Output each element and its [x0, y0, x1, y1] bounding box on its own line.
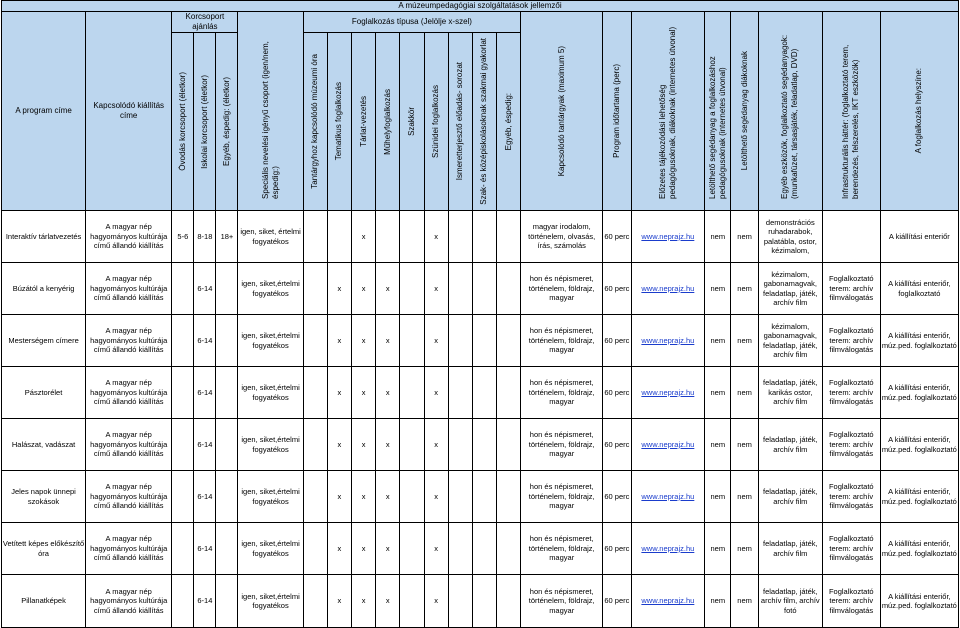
cell-workshop [376, 211, 400, 263]
cell-special: igen, siket,értelmi fogyatékos [238, 367, 303, 419]
cell-subjects: hon és népismeret, történelem, földrajz, magyar [521, 419, 603, 471]
cell-other: 18+ [216, 211, 238, 263]
cell-kinder [172, 419, 194, 471]
cell-other-type [497, 367, 521, 419]
cell-lecture [448, 211, 472, 263]
cell-vocational [472, 471, 496, 523]
cell-kinder [172, 523, 194, 575]
cell-club [400, 471, 424, 523]
cell-tour: x [352, 575, 376, 628]
cell-student: nem [731, 575, 758, 628]
header-preinfo: Előzetes tájékozódási lehetőség pedagógusoknak, diákoknak (internetes útvonal) [631, 12, 705, 211]
header-exhibition: Kapcsolódó kiállítás címe [86, 12, 172, 211]
cell-vocational [472, 315, 496, 367]
table-row [2, 419, 959, 471]
cell-tools: feladatlap, játék, archív film, archív fotó [758, 575, 822, 628]
cell-club [400, 263, 424, 315]
table-body [2, 211, 959, 628]
cell-school: 6-14 [194, 471, 216, 523]
cell-student: nem [731, 315, 758, 367]
cell-thematic: x [327, 419, 351, 471]
cell-preinfo[interactable]: www.neprajz.hu [631, 315, 705, 367]
cell-tools: feladatlap, játék, archív film [758, 419, 822, 471]
cell-thematic [327, 211, 351, 263]
cell-vocational [472, 575, 496, 628]
cell-subjects: hon és népismeret, történelem, földrajz, magyar [521, 263, 603, 315]
cell-teacher: nem [705, 471, 731, 523]
cell-school: 6-14 [194, 315, 216, 367]
cell-subjects: hon és népismeret, történelem, földrajz, magyar [521, 471, 603, 523]
cell-duration: 60 perc [603, 211, 631, 263]
group-age-recommendation: Korcsoport ajánlás [172, 12, 238, 33]
cell-teacher: nem [705, 523, 731, 575]
cell-infra: Foglalkoztató terem: archív filmválogatás [822, 315, 880, 367]
header-age-other: Egyéb, éspedig: (életkor) [216, 33, 238, 211]
cell-student: nem [731, 367, 758, 419]
table-row [2, 211, 959, 263]
cell-venue: A kiállítási enteriőr, foglalkoztató [880, 263, 958, 315]
cell-club [400, 211, 424, 263]
cell-other [216, 419, 238, 471]
cell-tour: x [352, 367, 376, 419]
cell-lecture [448, 263, 472, 315]
table-row [2, 315, 959, 367]
cell-lesson [303, 211, 327, 263]
cell-lecture [448, 367, 472, 419]
header-special-needs: Speciális nevelési igényű csoport (igen/nem, éspedig:) [238, 12, 303, 211]
cell-vocational [472, 419, 496, 471]
cell-tools: feladatlap, játék, karikás ostor, archív film [758, 367, 822, 419]
cell-special: igen, siket,értelmi fogyatékos [238, 315, 303, 367]
cell-lesson [303, 575, 327, 628]
cell-lesson [303, 471, 327, 523]
cell-club [400, 419, 424, 471]
cell-holiday: x [424, 367, 448, 419]
cell-venue: A kiállítási enteriőr [880, 211, 958, 263]
cell-student: nem [731, 523, 758, 575]
cell-infra: Foglalkoztató terem: archív filmválogatás [822, 367, 880, 419]
cell-tour: x [352, 419, 376, 471]
cell-preinfo[interactable]: www.neprajz.hu [631, 523, 705, 575]
cell-kinder [172, 263, 194, 315]
cell-teacher: nem [705, 263, 731, 315]
header-student-material: Letölthető segédanyag diákoknak [731, 12, 758, 211]
cell-infra: Foglalkoztató terem: archív filmválogatás [822, 471, 880, 523]
cell-preinfo[interactable]: www.neprajz.hu [631, 263, 705, 315]
table-row [2, 367, 959, 419]
cell-club [400, 367, 424, 419]
cell-kinder [172, 315, 194, 367]
cell-vocational [472, 367, 496, 419]
header-holiday: Szünidei foglalkozás [424, 33, 448, 211]
cell-exhibition: A magyar nép hagyományos kultúrája című állandó kiállítás [86, 211, 172, 263]
cell-workshop: x [376, 315, 400, 367]
cell-holiday: x [424, 419, 448, 471]
cell-workshop: x [376, 575, 400, 628]
cell-teacher: nem [705, 575, 731, 628]
cell-teacher: nem [705, 367, 731, 419]
cell-other [216, 263, 238, 315]
cell-school: 6-14 [194, 367, 216, 419]
header-age-kindergarten: Óvodás korcsoport (életkor) [172, 33, 194, 211]
cell-kinder [172, 575, 194, 628]
cell-workshop: x [376, 367, 400, 419]
cell-teacher: nem [705, 419, 731, 471]
cell-exhibition: A magyar nép hagyományos kultúrája című állandó kiállítás [86, 263, 172, 315]
cell-infra [822, 211, 880, 263]
cell-infra: Foglalkoztató terem: archív filmválogatás [822, 419, 880, 471]
header-other-type: Egyéb, éspedig: [497, 33, 521, 211]
cell-other [216, 575, 238, 628]
cell-lecture [448, 575, 472, 628]
header-venue: A foglalkozás helyszíne: [880, 12, 958, 211]
cell-preinfo[interactable]: www.neprajz.hu [631, 367, 705, 419]
cell-lecture [448, 419, 472, 471]
cell-venue: A kiállítási enteriőr, múz.ped. foglalkoztató [880, 575, 958, 628]
cell-lesson [303, 523, 327, 575]
cell-workshop: x [376, 523, 400, 575]
cell-thematic: x [327, 471, 351, 523]
cell-special: igen, siket,értelmi fogyatékos [238, 263, 303, 315]
cell-venue: A kiállítási enteriőr, múz.ped. foglalkoztató [880, 523, 958, 575]
cell-thematic: x [327, 367, 351, 419]
cell-holiday: x [424, 523, 448, 575]
cell-other [216, 315, 238, 367]
cell-exhibition: A magyar nép hagyományos kultúrája című állandó kiállítás [86, 575, 172, 628]
header-infrastructure: Infrastrukturális háttér: (foglalkoztató terem, berendezés, felszerelés, IKT eszközök) [822, 12, 880, 211]
cell-program: Jeles napok ünnepi szokások [2, 471, 86, 523]
cell-exhibition: A magyar nép hagyományos kultúrája című állandó kiállítás [86, 419, 172, 471]
cell-special: igen, siket,értelmi fogyatékos [238, 471, 303, 523]
cell-lesson [303, 419, 327, 471]
header-duration: Program időtartama (perc) [603, 12, 631, 211]
cell-exhibition: A magyar nép hagyományos kultúrája című állandó kiállítás [86, 315, 172, 367]
cell-vocational [472, 523, 496, 575]
cell-other-type [497, 419, 521, 471]
cell-exhibition: A magyar nép hagyományos kultúrája című állandó kiállítás [86, 523, 172, 575]
cell-club [400, 575, 424, 628]
cell-program: Búzától a kenyérig [2, 263, 86, 315]
cell-other-type [497, 575, 521, 628]
cell-holiday: x [424, 211, 448, 263]
cell-tour: x [352, 315, 376, 367]
cell-other-type [497, 263, 521, 315]
cell-venue: A kiállítási enteriőr, múz.ped. foglalkoztató [880, 367, 958, 419]
header-workshop: Műhelyfoglalkozás [376, 33, 400, 211]
cell-tour: x [352, 211, 376, 263]
cell-holiday: x [424, 471, 448, 523]
cell-other [216, 471, 238, 523]
table-row [2, 263, 959, 315]
cell-workshop: x [376, 471, 400, 523]
cell-kinder: 5-6 [172, 211, 194, 263]
cell-school: 6-14 [194, 575, 216, 628]
cell-duration: 60 perc [603, 419, 631, 471]
cell-school: 6-14 [194, 523, 216, 575]
cell-club [400, 523, 424, 575]
header-age-school: Iskolai korcsoport (életkor) [194, 33, 216, 211]
cell-thematic: x [327, 575, 351, 628]
cell-subjects: hon és népismeret, történelem, földrajz, magyar [521, 367, 603, 419]
cell-program: Mesterségem címere [2, 315, 86, 367]
cell-holiday: x [424, 575, 448, 628]
header-program-name: A program címe [2, 12, 86, 211]
cell-holiday: x [424, 263, 448, 315]
cell-program: Pillanatképek [2, 575, 86, 628]
cell-special: igen, siket, értelmi fogyatékos [238, 211, 303, 263]
cell-other-type [497, 471, 521, 523]
cell-special: igen, siket,értelmi fogyatékos [238, 575, 303, 628]
header-vocational: Szak- és középiskolásoknak szakmai gyakorlat [472, 33, 496, 211]
cell-kinder [172, 367, 194, 419]
cell-school: 8-18 [194, 211, 216, 263]
cell-lesson [303, 367, 327, 419]
cell-infra: Foglalkoztató terem: archív filmválogatás [822, 575, 880, 628]
cell-tools: demonstrációs ruhadarabok, palatábla, ostor, kézimalom, [758, 211, 822, 263]
cell-preinfo[interactable]: www.neprajz.hu [631, 419, 705, 471]
cell-exhibition: A magyar nép hagyományos kultúrája című állandó kiállítás [86, 367, 172, 419]
cell-venue: A kiállítási enteriőr, múz.ped. foglalkoztató [880, 315, 958, 367]
services-table [1, 0, 959, 628]
cell-duration: 60 perc [603, 575, 631, 628]
cell-lecture [448, 315, 472, 367]
header-thematic: Tematikus foglalkozás [327, 33, 351, 211]
cell-vocational [472, 263, 496, 315]
cell-workshop: x [376, 263, 400, 315]
cell-student: nem [731, 263, 758, 315]
table-row [2, 575, 959, 628]
cell-other [216, 523, 238, 575]
cell-infra: Foglalkoztató terem: archív filmválogatás [822, 263, 880, 315]
table-row [2, 523, 959, 575]
header-curriculum-lesson: Tantárgyhoz kapcsolódó múzeumi óra [303, 33, 327, 211]
cell-tour: x [352, 471, 376, 523]
cell-venue: A kiállítási enteriőr, múz.ped. foglalkoztató [880, 471, 958, 523]
group-activity-type: Foglalkozás típusa (Jelölje x-szel) [303, 12, 521, 33]
cell-tools: kézimalom, gabonamagvak, feladatlap, játék, archív film [758, 263, 822, 315]
cell-program: Interaktív tárlatvezetés [2, 211, 86, 263]
cell-subjects: hon és népismeret, történelem, földrajz, magyar [521, 315, 603, 367]
cell-special: igen, siket,értelmi fogyatékos [238, 523, 303, 575]
cell-preinfo[interactable]: www.neprajz.hu [631, 471, 705, 523]
cell-school: 6-14 [194, 263, 216, 315]
cell-lecture [448, 523, 472, 575]
cell-other [216, 367, 238, 419]
cell-preinfo[interactable]: www.neprajz.hu [631, 575, 705, 628]
cell-subjects: hon és népismeret, történelem, földrajz, magyar [521, 575, 603, 628]
cell-duration: 60 perc [603, 471, 631, 523]
cell-lecture [448, 471, 472, 523]
cell-tour: x [352, 263, 376, 315]
cell-tour: x [352, 523, 376, 575]
cell-venue: A kiállítási enteriőr, múz.ped. foglalkoztató [880, 419, 958, 471]
cell-program: Pásztorélet [2, 367, 86, 419]
cell-thematic: x [327, 263, 351, 315]
cell-program: Vetített képes előkészítő óra [2, 523, 86, 575]
cell-duration: 60 perc [603, 263, 631, 315]
cell-special: igen, siket,értelmi fogyatékos [238, 419, 303, 471]
header-teacher-material: Letölthető segédanyag a foglalkozáshoz pedagógusoknak (internetes útvonal) [705, 12, 731, 211]
cell-club [400, 315, 424, 367]
cell-program: Halászat, vadászat [2, 419, 86, 471]
cell-tools: feladatlap, játék, archív film [758, 471, 822, 523]
cell-student: nem [731, 471, 758, 523]
header-tour: Tárlat-vezetés [352, 33, 376, 211]
header-lecture-series: Ismeretterjesztő előadás- sorozat [448, 33, 472, 211]
cell-other-type [497, 211, 521, 263]
cell-subjects: magyar irodalom, történelem, olvasás, írás, számolás [521, 211, 603, 263]
header-tools: Egyéb eszközök, foglalkoztató segédanyagok: (munkafüzet, társasjáték, feladatlap, DVD) [758, 12, 822, 211]
cell-other-type [497, 315, 521, 367]
cell-lesson [303, 315, 327, 367]
cell-exhibition: A magyar nép hagyományos kultúrája című állandó kiállítás [86, 471, 172, 523]
cell-vocational [472, 211, 496, 263]
cell-tools: feladatlap, játék, archív film [758, 523, 822, 575]
header-club: Szakkör [400, 33, 424, 211]
cell-holiday: x [424, 315, 448, 367]
cell-teacher: nem [705, 315, 731, 367]
cell-teacher: nem [705, 211, 731, 263]
cell-thematic: x [327, 315, 351, 367]
cell-subjects: hon és népismeret, történelem, földrajz, magyar [521, 523, 603, 575]
cell-kinder [172, 471, 194, 523]
header-subjects: Kapcsolódó tantárgyak (maximum 5) [521, 12, 603, 211]
cell-workshop: x [376, 419, 400, 471]
cell-preinfo[interactable]: www.neprajz.hu [631, 211, 705, 263]
cell-student: nem [731, 211, 758, 263]
cell-duration: 60 perc [603, 523, 631, 575]
table-row [2, 471, 959, 523]
cell-other-type [497, 523, 521, 575]
cell-duration: 60 perc [603, 315, 631, 367]
table-title: A múzeumpedagógiai szolgáltatások jellemzői [2, 1, 959, 12]
cell-lesson [303, 263, 327, 315]
cell-infra: Foglalkoztató terem: archív filmválogatás [822, 523, 880, 575]
cell-school: 6-14 [194, 419, 216, 471]
cell-duration: 60 perc [603, 367, 631, 419]
cell-thematic: x [327, 523, 351, 575]
cell-student: nem [731, 419, 758, 471]
cell-tools: kézimalom, gabonamagvak, feladatlap, játék, archív film [758, 315, 822, 367]
